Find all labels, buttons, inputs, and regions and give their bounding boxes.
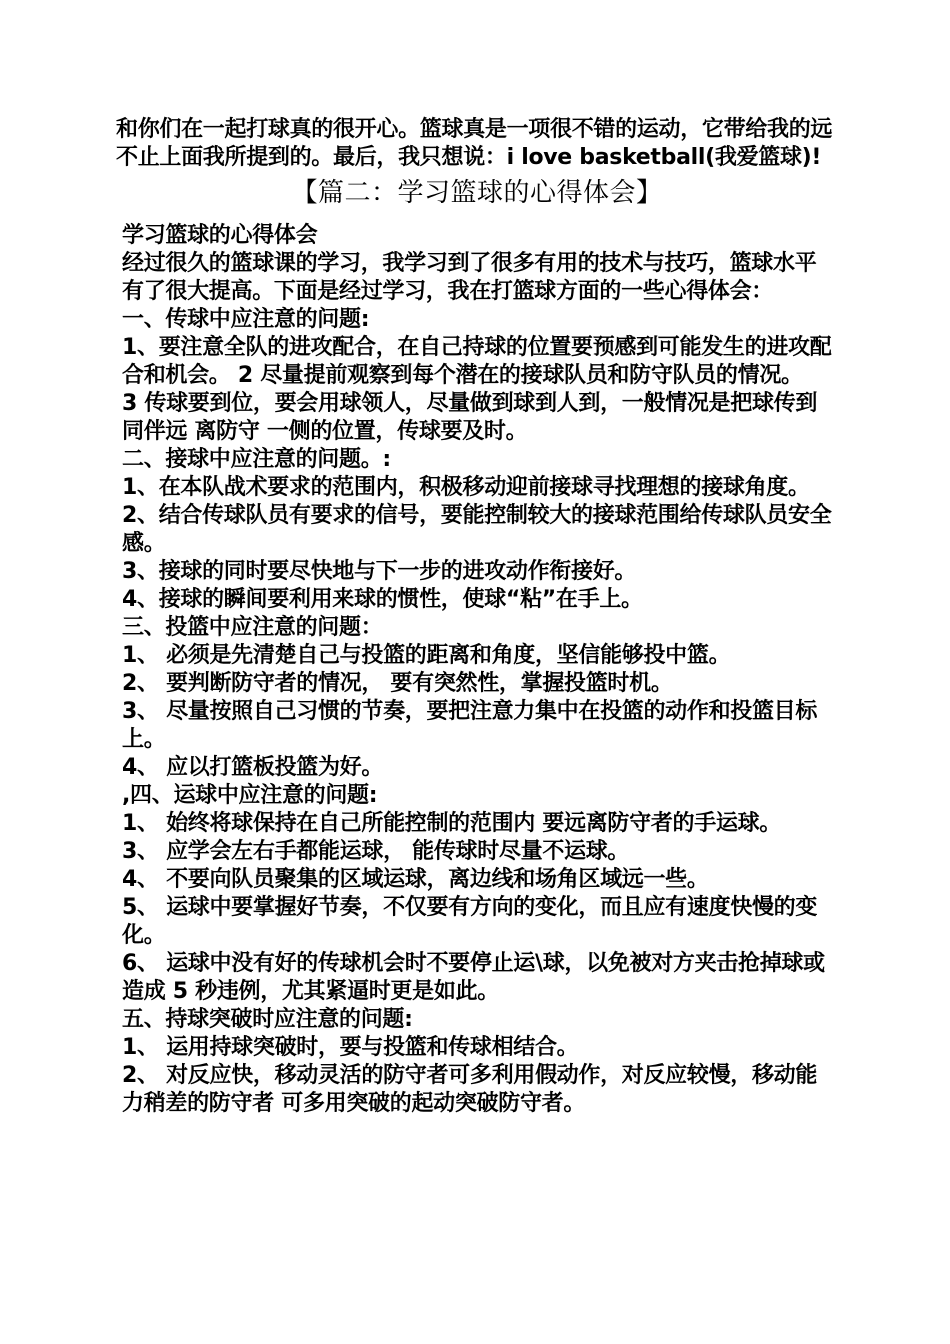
receiving-point-2: 2、结合传球队员有要求的信号，要能控制较大的接球范围给传球队员安全感。 <box>122 503 832 556</box>
shooting-point-2: 2、 要判断防守者的情况， 要有突然性，掌握投篮时机。 <box>122 671 673 696</box>
section-breakthrough-heading: 五、持球突破时应注意的问题: <box>122 1007 413 1032</box>
shooting-point-4: 4、 应以打篮板投篮为好。 <box>122 755 384 780</box>
section-shooting-heading: 三、投篮中应注意的问题： <box>122 615 383 640</box>
dribbling-point-3: 3、 应学会左右手都能运球， 能传球时尽量不运球。 <box>122 839 630 864</box>
dribbling-point-1: 1、 始终将球保持在自己所能控制的范围内 要远离防守者的手运球。 <box>122 811 782 836</box>
document-body <box>116 116 838 1118</box>
section-heading: 【篇二：学习篮球的心得体会】 <box>291 178 663 208</box>
section-dribbling-heading: ,四、运球中应注意的问题: <box>122 783 378 808</box>
receiving-point-3: 3、接球的同时要尽快地与下一步的进攻动作衔接好。 <box>122 559 637 584</box>
intro-paragraph: 和你们在一起打球真的很开心。篮球真是一项很不错的运动，它带给我的远不止上面我所提到的。最后，我只想说：i love basketball(我爱篮球)! <box>116 117 833 170</box>
dribbling-point-5: 5、 运球中要掌握好节奏，不仅要有方向的变化，而且应有速度快慢的变化。 <box>122 895 818 948</box>
dribbling-point-6: 6、 运球中没有好的传球机会时不要停止运\球，以免被对方夹击抢掉球或造成 5 秒违例，尤其紧逼时更是如此。 <box>122 951 825 1004</box>
receiving-point-1: 1、在本队战术要求的范围内，积极移动迎前接球寻找理想的接球角度。 <box>122 475 810 500</box>
passing-point-1-2: 1、要注意全队的进攻配合，在自己持球的位置要预感到可能发生的进攻配合和机会。 2 尽量提前观察到每个潜在的接球队员和防守队员的情况。 <box>122 335 832 388</box>
shooting-point-1: 1、 必须是先清楚自己与投篮的距离和角度，坚信能够投中篮。 <box>122 643 731 668</box>
passing-point-3: 3 传球要到位，要会用球领人，尽量做到球到人到，一般情况是把球传到同伴远 离防守 一侧的位置，传球要及时。 <box>122 391 818 444</box>
breakthrough-point-2: 2、 对反应快，移动灵活的防守者可多利用假动作，对反应较慢，移动能力稍差的防守者 可多用突破的起动突破防守者。 <box>122 1063 818 1116</box>
shooting-point-3: 3、 尽量按照自己习惯的节奏，要把注意力集中在投篮的动作和投篮目标上。 <box>122 699 818 752</box>
essay-intro: 经过很久的篮球课的学习，我学习到了很多有用的技术与技巧，篮球水平有了很大提高。下面是经过学习，我在打篮球方面的一些心得体会： <box>122 251 817 304</box>
dribbling-point-4: 4、 不要向队员聚集的区域运球，离边线和场角区域远一些。 <box>122 867 709 892</box>
receiving-point-4: 4、接球的瞬间要利用来球的惯性，使球“粘”在手上。 <box>122 587 643 612</box>
essay-title: 学习篮球的心得体会 <box>122 223 318 248</box>
section-passing-heading: 一、传球中应注意的问题: <box>122 307 370 332</box>
breakthrough-point-1: 1、 运用持球突破时，要与投篮和传球相结合。 <box>122 1035 579 1060</box>
section-receiving-heading: 二、接球中应注意的问题。: <box>122 447 391 472</box>
